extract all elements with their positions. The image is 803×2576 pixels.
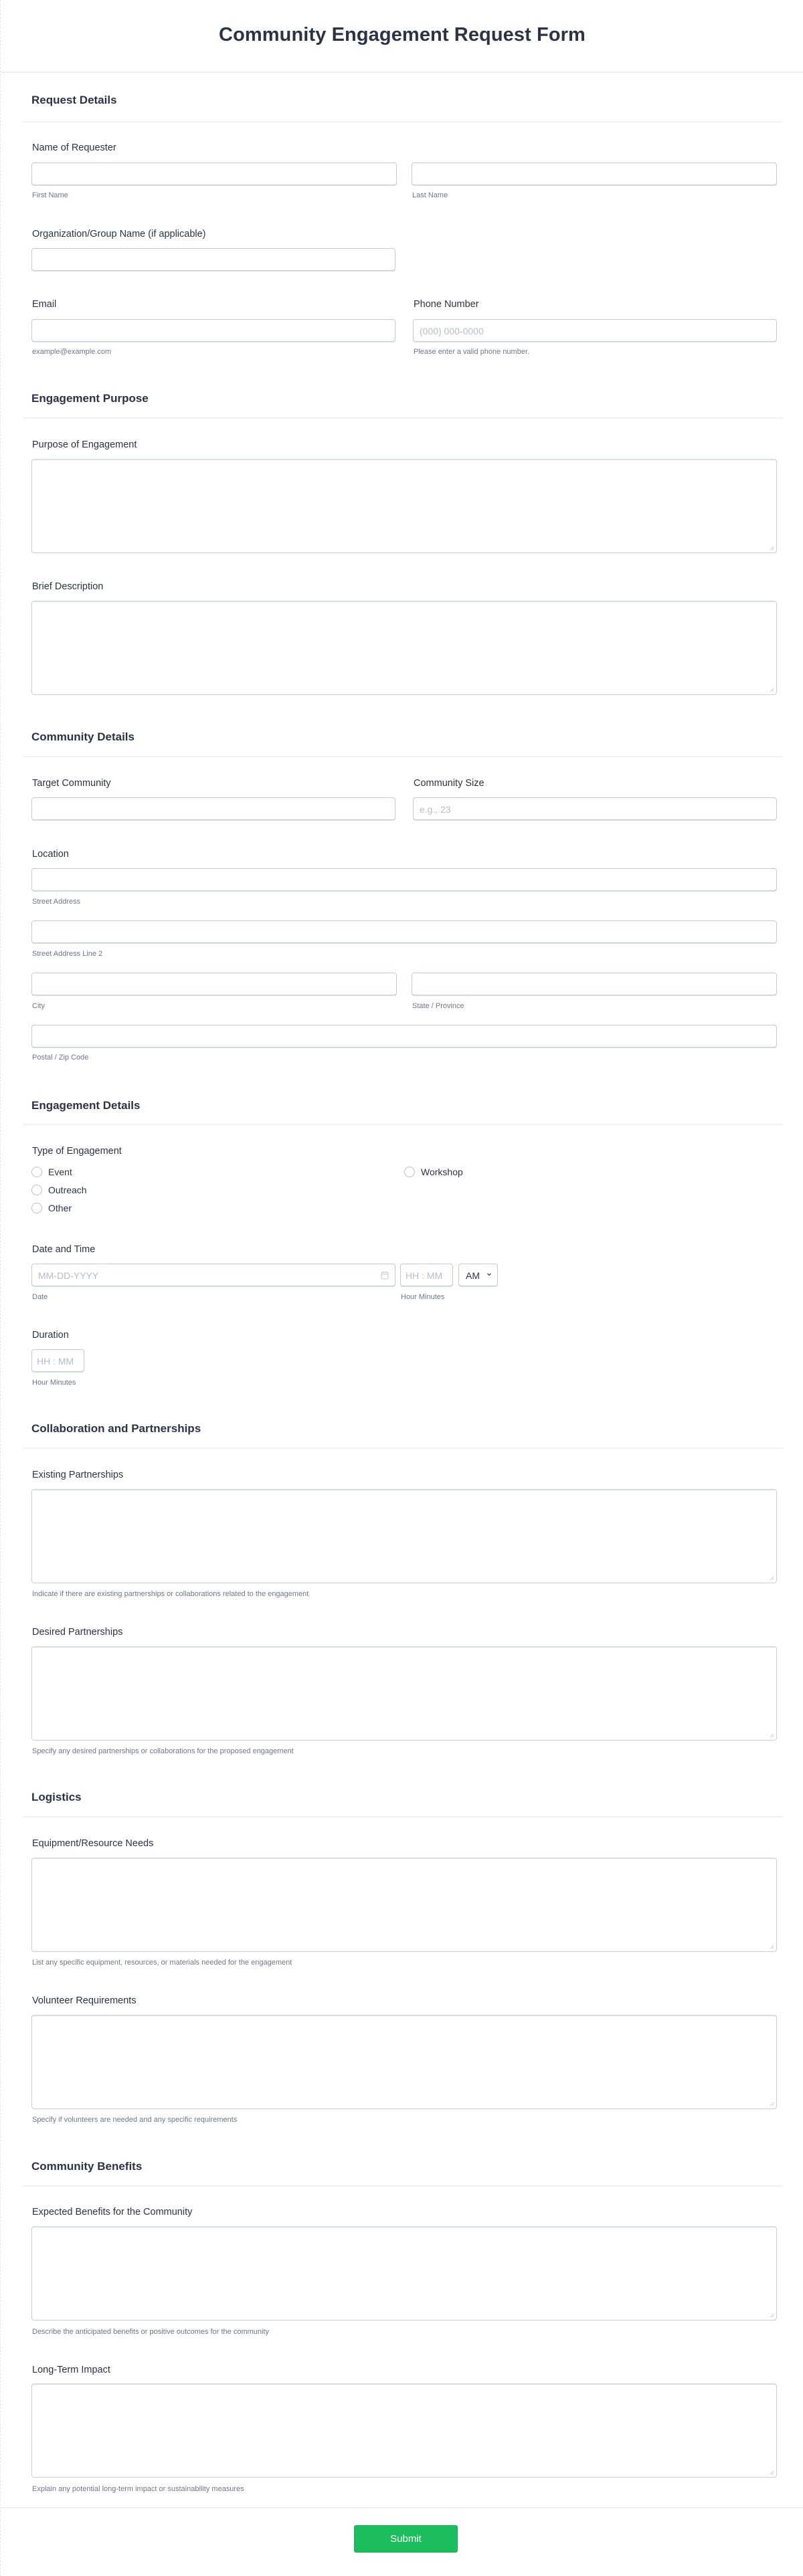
equipment-help: List any specific equipment, resources, or materials needed for the engagement [32, 1959, 292, 1967]
time-sublabel: Hour Minutes [401, 1293, 445, 1301]
resize-grip-icon[interactable] [770, 546, 774, 551]
section-divider [23, 121, 783, 122]
existing-partnerships-help: Indicate if there are existing partnerships or collaborations related to the engagement [32, 1590, 309, 1598]
form-title: Community Engagement Request Form [219, 24, 586, 45]
date-input[interactable] [31, 1264, 395, 1286]
footer-divider [1, 2507, 803, 2508]
section-title-engagement-purpose: Engagement Purpose [31, 392, 149, 405]
existing-partnerships-textarea[interactable] [31, 1489, 777, 1583]
duration-placeholder: HH : MM [37, 1356, 74, 1367]
target-community-input[interactable] [31, 797, 395, 820]
name-label: Name of Requester [32, 142, 116, 153]
desired-partnerships-label: Desired Partnerships [32, 1627, 123, 1638]
radio-option-workshop[interactable] [404, 1166, 463, 1178]
postal-code-sublabel: Postal / Zip Code [32, 1054, 89, 1062]
ampm-value: AM [466, 1270, 480, 1281]
last-name-input[interactable] [412, 163, 777, 185]
desired-partnerships-help: Specify any desired partnerships or collaborations for the proposed engagement [32, 1747, 294, 1755]
radio-button[interactable] [31, 1167, 42, 1177]
section-title-collaboration: Collaboration and Partnerships [31, 1422, 201, 1435]
radio-label: Outreach [48, 1185, 87, 1195]
section-title-engagement-details: Engagement Details [31, 1099, 141, 1112]
email-input[interactable] [31, 319, 395, 342]
equipment-label: Equipment/Resource Needs [32, 1838, 154, 1849]
type-of-engagement-label: Type of Engagement [32, 1146, 122, 1157]
section-divider [23, 756, 783, 757]
date-time-label: Date and Time [32, 1244, 96, 1255]
resize-grip-icon[interactable] [770, 2470, 774, 2475]
expected-benefits-help: Describe the anticipated benefits or positive outcomes for the community [32, 2328, 270, 2336]
desired-partnerships-textarea[interactable] [31, 1646, 777, 1741]
section-divider [23, 1448, 783, 1449]
radio-button[interactable] [404, 1167, 415, 1177]
phone-label: Phone Number [414, 299, 479, 310]
email-sublabel: example@example.com [32, 348, 112, 356]
existing-partnerships-label: Existing Partnerships [32, 1470, 124, 1480]
resize-grip-icon[interactable] [770, 1733, 774, 1738]
description-textarea[interactable] [31, 601, 777, 695]
last-name-sublabel: Last Name [412, 191, 448, 199]
org-input[interactable] [31, 248, 395, 271]
first-name-sublabel: First Name [32, 191, 68, 199]
section-title-request-details: Request Details [31, 94, 117, 106]
radio-label: Workshop [421, 1167, 463, 1177]
phone-sublabel: Please enter a valid phone number. [414, 348, 530, 356]
community-size-input[interactable] [413, 797, 777, 820]
section-title-community-benefits: Community Benefits [31, 2160, 143, 2173]
section-divider [23, 1124, 783, 1125]
street-address-input[interactable] [31, 868, 777, 891]
description-label: Brief Description [32, 581, 104, 592]
resize-grip-icon[interactable] [770, 688, 774, 692]
radio-option-event[interactable] [31, 1166, 72, 1178]
postal-code-input[interactable] [31, 1025, 777, 1048]
form-header [1, 0, 803, 73]
volunteer-help: Specify if volunteers are needed and any specific requirements [32, 2116, 238, 2124]
date-sublabel: Date [32, 1293, 48, 1301]
section-divider [23, 2185, 783, 2187]
volunteer-label: Volunteer Requirements [32, 1995, 137, 2006]
ampm-select[interactable] [458, 1264, 498, 1286]
city-input[interactable] [31, 973, 397, 995]
community-size-placeholder: e.g., 23 [420, 804, 451, 815]
time-input[interactable] [400, 1264, 453, 1286]
radio-label: Other [48, 1203, 72, 1213]
target-community-label: Target Community [32, 778, 111, 789]
duration-input[interactable] [31, 1349, 84, 1372]
email-label: Email [32, 299, 57, 310]
phone-placeholder: (000) 000-0000 [420, 326, 484, 336]
expected-benefits-textarea[interactable] [31, 2226, 777, 2320]
org-label: Organization/Group Name (if applicable) [32, 229, 206, 239]
time-placeholder: HH : MM [406, 1270, 443, 1281]
state-input[interactable] [412, 973, 777, 995]
expected-benefits-label: Expected Benefits for the Community [32, 2207, 193, 2217]
street-address-2-sublabel: Street Address Line 2 [32, 950, 103, 958]
radio-label: Event [48, 1167, 72, 1177]
radio-option-outreach[interactable] [31, 1184, 87, 1196]
purpose-textarea[interactable] [31, 459, 777, 553]
section-divider [23, 1816, 783, 1817]
resize-grip-icon[interactable] [770, 1945, 774, 1949]
radio-option-other[interactable] [31, 1202, 72, 1214]
duration-label: Duration [32, 1330, 69, 1341]
section-title-community-details: Community Details [31, 730, 135, 743]
chevron-down-icon [486, 1272, 492, 1277]
equipment-textarea[interactable] [31, 1858, 777, 1952]
purpose-label: Purpose of Engagement [32, 439, 137, 450]
date-placeholder: MM-DD-YYYY [38, 1270, 99, 1281]
radio-button[interactable] [31, 1185, 42, 1195]
long-term-impact-textarea[interactable] [31, 2383, 777, 2478]
long-term-impact-help: Explain any potential long-term impact or sustainability measures [32, 2485, 244, 2493]
community-size-label: Community Size [414, 778, 484, 789]
section-divider [23, 417, 783, 419]
long-term-impact-label: Long-Term Impact [32, 2365, 110, 2375]
location-label: Location [32, 849, 69, 860]
phone-input[interactable] [413, 319, 777, 342]
calendar-icon[interactable] [381, 1271, 389, 1280]
state-sublabel: State / Province [412, 1002, 464, 1010]
city-sublabel: City [32, 1002, 45, 1010]
resize-grip-icon[interactable] [770, 2313, 774, 2318]
street-address-sublabel: Street Address [32, 898, 81, 906]
first-name-input[interactable] [31, 163, 397, 185]
section-title-logistics: Logistics [31, 1791, 82, 1803]
radio-button[interactable] [31, 1203, 42, 1213]
duration-sublabel: Hour Minutes [32, 1379, 76, 1387]
resize-grip-icon[interactable] [770, 1576, 774, 1581]
volunteer-textarea[interactable] [31, 2015, 777, 2109]
resize-grip-icon[interactable] [770, 2102, 774, 2106]
street-address-2-input[interactable] [31, 920, 777, 943]
submit-button[interactable]: Submit [354, 2525, 458, 2553]
